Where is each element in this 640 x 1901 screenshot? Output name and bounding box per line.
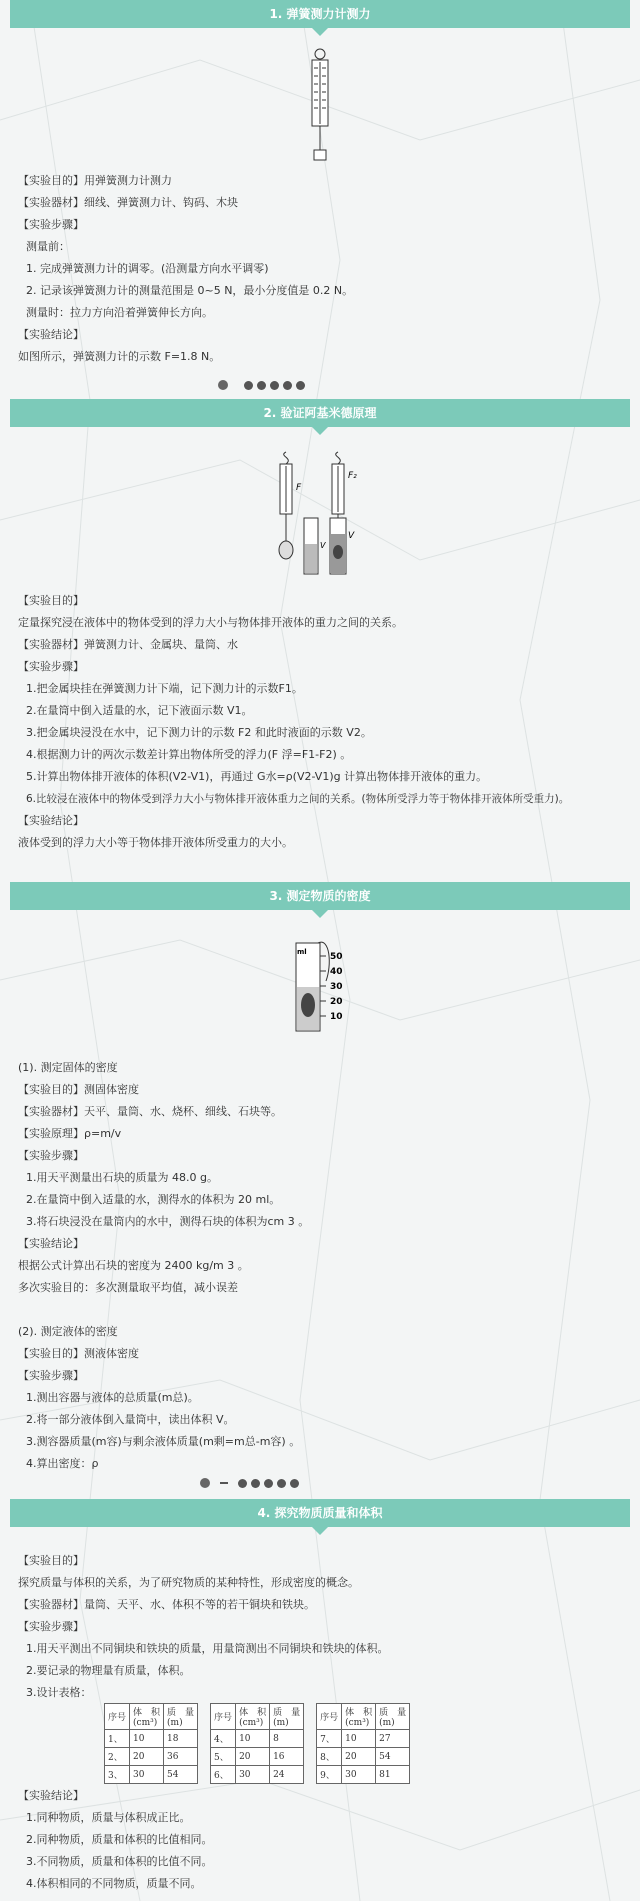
section-title-4: 4. 探究物质质量和体积 <box>257 1506 383 1520</box>
spring-scale-figure <box>300 46 340 166</box>
s4-conclusion-line: 【实验结论】 <box>18 1789 84 1802</box>
s4-line: 探究质量与体积的关系，为了研究物质的某种特性，形成密度的概念。 <box>18 1576 359 1589</box>
s3-line: 2.将一部分液体倒入量筒中，读出体积 V。 <box>26 1413 235 1426</box>
s3-line: 【实验目的】测固体密度 <box>18 1083 139 1096</box>
s3-line: 【实验器材】天平、量筒、水、烧杯、细线、石块等。 <box>18 1105 282 1118</box>
section-banner-4 <box>10 1499 630 1527</box>
data-table <box>210 1703 304 1784</box>
s3-line: 3.将石块浸没在量筒内的水中，测得石块的体积为cm 3 。 <box>26 1215 310 1228</box>
carousel-dot[interactable] <box>290 1479 299 1488</box>
s4-line: 【实验器材】量筒、天平、水、体积不等的若干铜块和铁块。 <box>18 1598 315 1611</box>
s3-line: (2). 测定液体的密度 <box>18 1325 118 1338</box>
s2-line: 【实验目的】 <box>18 594 84 607</box>
table-row: 3、 30 54 <box>105 1766 198 1784</box>
s2-line: 1.把金属块挂在弹簧测力计下端，记下测力计的示数F1。 <box>26 682 303 695</box>
carousel-dots-3 <box>200 1478 299 1488</box>
data-table <box>316 1703 410 1784</box>
s4-line: 2.要记录的物理量有质量，体积。 <box>26 1664 191 1677</box>
s4-line: 【实验目的】 <box>18 1554 84 1567</box>
fig-label-ml: ml <box>297 948 307 956</box>
s3-line: 【实验原理】ρ=m/v <box>18 1127 122 1140</box>
s2-line: 3.把金属块浸没在水中，记下测力计的示数 F2 和此时液面的示数 V2。 <box>26 726 372 739</box>
s1-line: 【实验步骤】 <box>18 218 84 231</box>
carousel-dots-1 <box>218 380 305 390</box>
archimedes-figure <box>268 448 376 578</box>
s3-line: 【实验步骤】 <box>18 1369 84 1382</box>
s2-line: 【实验器材】弹簧测力计、金属块、量筒、水 <box>18 638 238 651</box>
table-header: 序号 <box>211 1704 236 1730</box>
s4-line: 3.设计表格： <box>26 1686 92 1699</box>
section-banner-3 <box>10 882 630 910</box>
table-row: 8、 20 54 <box>317 1748 410 1766</box>
table-header: 质 量 (m) <box>270 1704 304 1730</box>
s3-line: 【实验步骤】 <box>18 1149 84 1162</box>
section-4-text <box>18 1550 618 1704</box>
s3-line: 【实验结论】 <box>18 1237 84 1250</box>
section-3-text <box>18 1057 618 1475</box>
data-tables <box>104 1703 410 1784</box>
s2-line: 液体受到的浮力大小等于物体排开液体所受重力的大小。 <box>18 836 293 849</box>
s3-line: 1.测出容器与液体的总质量(m总)。 <box>26 1391 199 1404</box>
s1-line: 2. 记录该弹簧测力计的测量范围是 0~5 N，最小分度值是 0.2 N。 <box>26 284 354 297</box>
carousel-dot[interactable] <box>283 381 292 390</box>
fig-label-v1: V <box>320 541 326 550</box>
table-header: 体 积 (cm³) <box>342 1704 376 1730</box>
s4-conclusion-line: 3.不同物质，质量和体积的比值不同。 <box>26 1855 213 1868</box>
section-2-text <box>18 590 618 854</box>
s2-line: 5.计算出物体排开液体的体积(V2-V1)，再通过 G水=ρ(V2-V1)g 计算出物体排开液体的重力。 <box>26 770 488 783</box>
fig-label-20: 20 <box>330 997 343 1007</box>
table-row: 6、 30 24 <box>211 1766 304 1784</box>
table-row: 7、 10 27 <box>317 1730 410 1748</box>
s3-line: 3.测容器质量(m容)与剩余液体质量(m剩=m总-m容) 。 <box>26 1435 301 1448</box>
s1-line: 【实验目的】用弹簧测力计测力 <box>18 174 172 187</box>
table-row: 4、 10 8 <box>211 1730 304 1748</box>
s2-line: 定量探究浸在液体中的物体受到的浮力大小与物体排开液体的重力之间的关系。 <box>18 616 403 629</box>
fig-label-10: 10 <box>330 1012 343 1022</box>
section-banner-1 <box>10 0 630 28</box>
s4-line: 1.用天平测出不同铜块和铁块的质量，用量筒测出不同铜块和铁块的体积。 <box>26 1642 389 1655</box>
table-row: 9、 30 81 <box>317 1766 410 1784</box>
section-title-1: 1. 弹簧测力计测力 <box>269 7 371 21</box>
s2-line: 4.根据测力计的两次示数差计算出物体所受的浮力(F 浮=F1-F2) 。 <box>26 748 352 761</box>
section-1-text <box>18 170 618 368</box>
carousel-dot[interactable] <box>218 380 228 390</box>
table-header: 质 量 (m) <box>376 1704 410 1730</box>
s2-line: 2.在量筒中倒入适量的水，记下液面示数 V1。 <box>26 704 253 717</box>
section-banner-2 <box>10 399 630 427</box>
s2-line: 【实验结论】 <box>18 814 84 827</box>
s2-line: 【实验步骤】 <box>18 660 84 673</box>
table-header: 体 积 (cm³) <box>130 1704 164 1730</box>
table-row: 2、 20 36 <box>105 1748 198 1766</box>
carousel-dot[interactable] <box>270 381 279 390</box>
s4-conclusion-line: 4.体积相同的不同物质，质量不同。 <box>26 1877 202 1890</box>
s3-line <box>18 1299 618 1321</box>
fig-label-30: 30 <box>330 982 343 992</box>
fig-label-40: 40 <box>330 967 343 977</box>
table-row: 1、 10 18 <box>105 1730 198 1748</box>
carousel-dash <box>220 1482 228 1484</box>
s4-conclusion-line: 1.同种物质，质量与体积成正比。 <box>26 1811 191 1824</box>
s1-line: 如图所示，弹簧测力计的示数 F=1.8 N。 <box>18 350 221 363</box>
fig-label-f: F <box>296 483 302 493</box>
table-header: 质 量 (m) <box>164 1704 198 1730</box>
fig-label-50: 50 <box>330 952 343 962</box>
s3-line: 多次实验目的：多次测量取平均值，减小误差 <box>18 1281 238 1294</box>
carousel-dot[interactable] <box>238 1479 247 1488</box>
carousel-dot[interactable] <box>257 381 266 390</box>
carousel-dot[interactable] <box>264 1479 273 1488</box>
s3-line: 1.用天平测量出石块的质量为 48.0 g。 <box>26 1171 218 1184</box>
s1-line: 【实验结论】 <box>18 328 84 341</box>
s1-line: 测量时：拉力方向沿着弹簧伸长方向。 <box>26 306 213 319</box>
table-row: 5、 20 16 <box>211 1748 304 1766</box>
s1-line: 测量前： <box>26 240 70 253</box>
graduated-cylinder-figure <box>290 935 354 1035</box>
s1-line: 1. 完成弹簧测力计的调零。(沿测量方向水平调零) <box>26 262 269 275</box>
s3-line: (1). 测定固体的密度 <box>18 1061 118 1074</box>
s2-line: 6.比较浸在液体中的物体受到浮力大小与物体排开液体重力之间的关系。(物体所受浮力等于物体排开液体所受重力)。 <box>26 793 570 805</box>
carousel-dot[interactable] <box>277 1479 286 1488</box>
fig-label-f2: F₂ <box>348 471 357 481</box>
carousel-dot[interactable] <box>251 1479 260 1488</box>
table-header: 体 积 (cm³) <box>236 1704 270 1730</box>
fig-label-v2: V <box>348 531 355 541</box>
s1-line: 【实验器材】细线、弹簧测力计、钩码、木块 <box>18 196 238 209</box>
s3-line: 4.算出密度：ρ <box>26 1457 99 1470</box>
section-4-conclusion <box>18 1785 618 1895</box>
carousel-dot[interactable] <box>244 381 253 390</box>
data-table <box>104 1703 198 1784</box>
table-header: 序号 <box>105 1704 130 1730</box>
section-title-3: 3. 测定物质的密度 <box>269 889 371 903</box>
s4-line: 【实验步骤】 <box>18 1620 84 1633</box>
s3-line: 【实验目的】测液体密度 <box>18 1347 139 1360</box>
table-header: 序号 <box>317 1704 342 1730</box>
s3-line: 根据公式计算出石块的密度为 2400 kg/m 3 。 <box>18 1259 249 1272</box>
carousel-dot[interactable] <box>296 381 305 390</box>
s4-conclusion-line: 2.同种物质，质量和体积的比值相同。 <box>26 1833 213 1846</box>
s3-line: 2.在量筒中倒入适量的水，测得水的体积为 20 ml。 <box>26 1193 281 1206</box>
section-title-2: 2. 验证阿基米德原理 <box>263 406 377 420</box>
carousel-dot[interactable] <box>200 1478 210 1488</box>
